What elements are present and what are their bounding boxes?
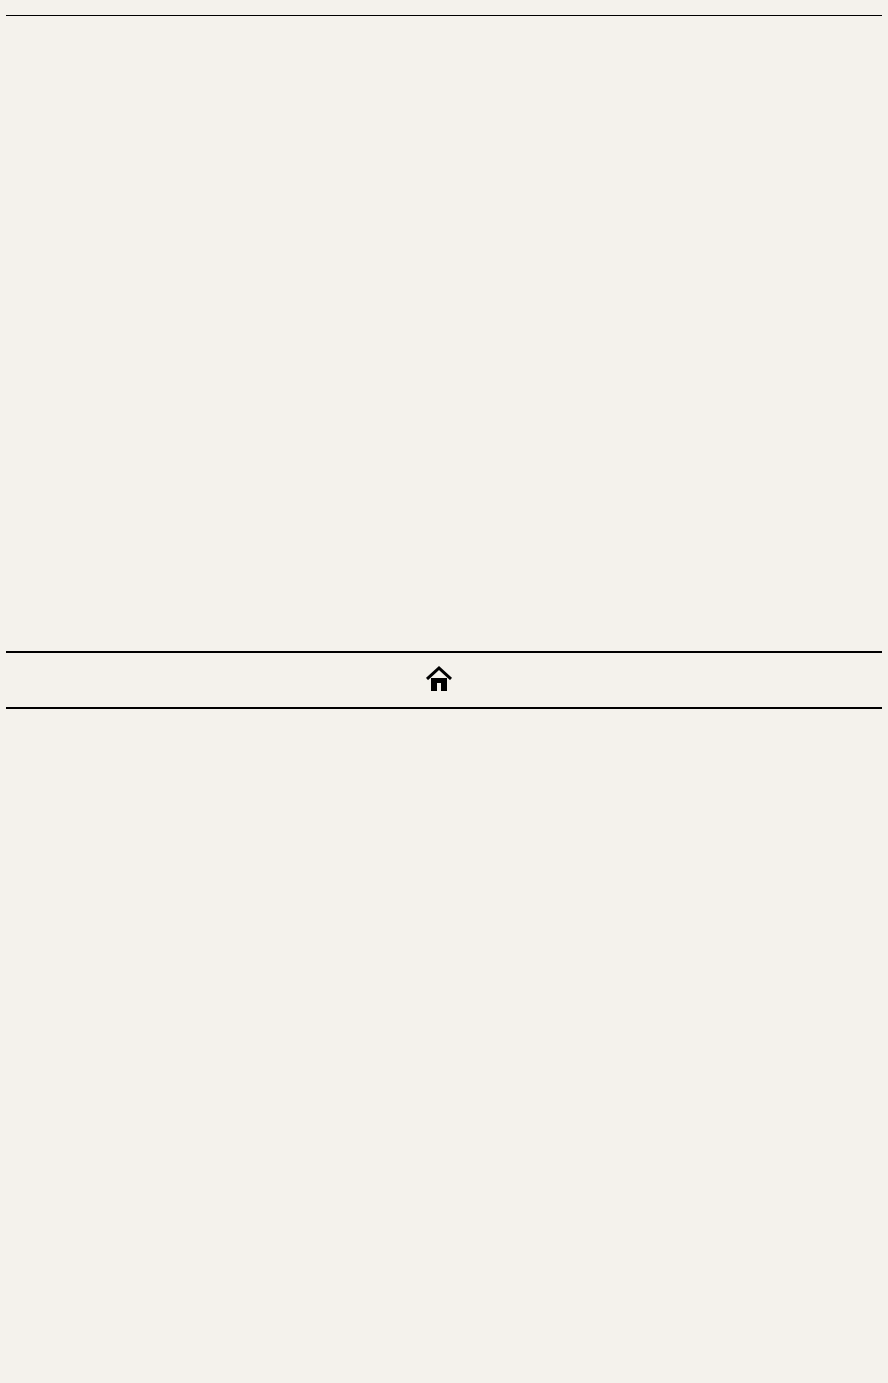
help-wanted-section (6, 16, 882, 653)
page-folio (6, 4, 882, 16)
home-service-guide-banner (6, 653, 882, 709)
banner-title-row (424, 664, 464, 694)
service-guide-section (6, 709, 882, 1373)
house-icon (424, 664, 454, 694)
